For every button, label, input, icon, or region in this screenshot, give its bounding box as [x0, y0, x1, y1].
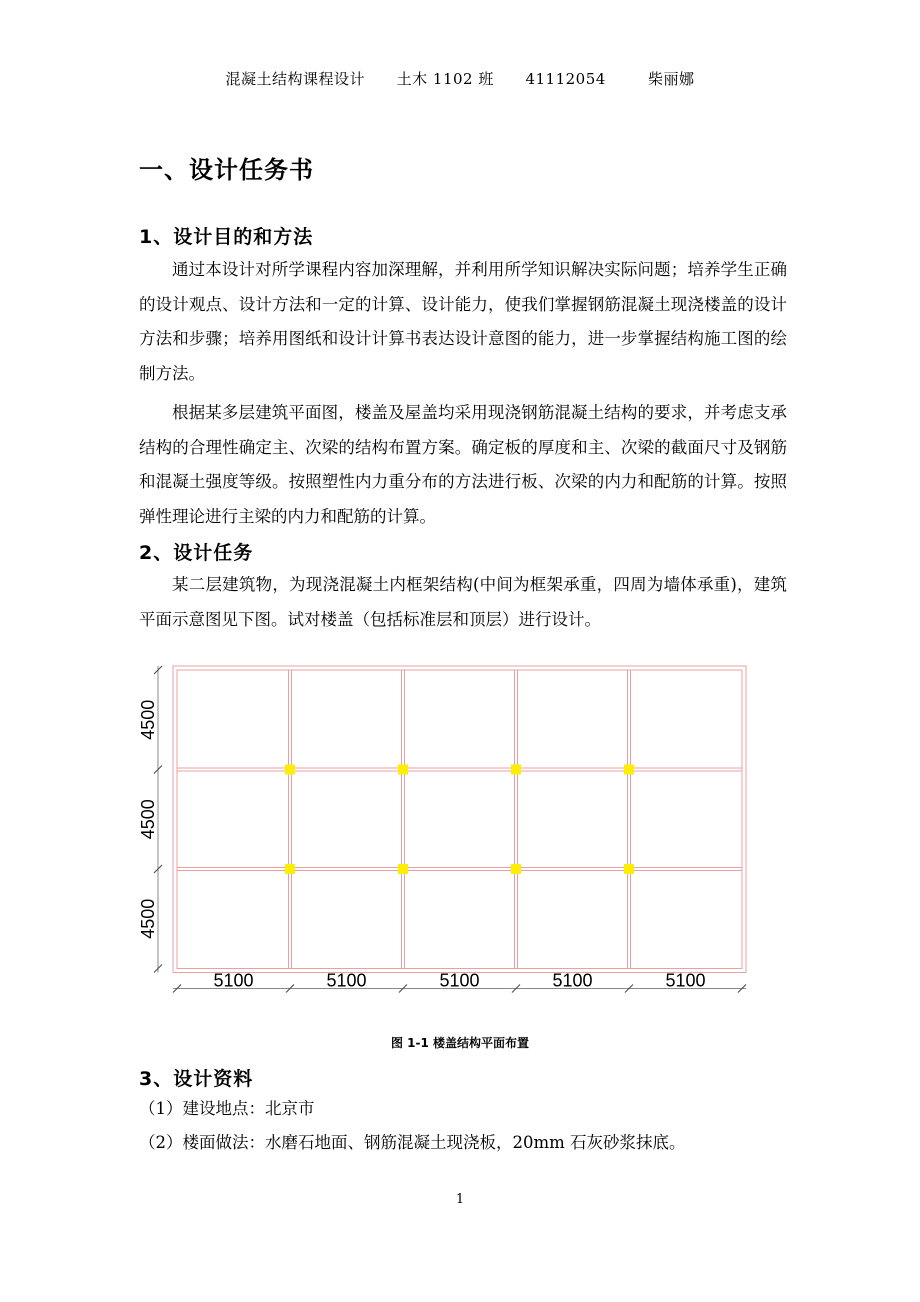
column-marker	[398, 765, 408, 775]
column-marker	[398, 864, 408, 874]
design-data-item-1: （1）建设地点：北京市	[139, 1099, 315, 1118]
inner-wall-line	[177, 670, 742, 969]
column-marker	[511, 864, 521, 874]
column-dimension-label: 5100	[552, 970, 593, 991]
row-dimension-label: 4500	[140, 799, 158, 840]
row-dimension-label: 4500	[140, 898, 158, 939]
section-2-paragraph-1: 某二层建筑物，为现浇混凝土内框架结构(中间为框架承重，四周为墙体承重)，建筑平面示意图见下图。试对楼盖（包括标准层和顶层）进行设计。	[139, 575, 787, 629]
section-heading-3: 3、设计资料	[139, 1068, 254, 1090]
column-marker	[624, 765, 634, 775]
section-1-paragraph-2: 根据某多层建筑平面图，楼盖及屋盖均采用现浇钢筋混凝土结构的要求，并考虑支承结构的合理性确定主、次梁的结构布置方案。确定板的厚度和主、次梁的截面尺寸及钢筋和混凝土强度等级。按照塑性内力重分布的方法进行板、次梁的内力和配筋的计算。按照弹性理论进行主梁的内力和配筋的计算。	[139, 403, 787, 526]
section-1-paragraph-1: 通过本设计对所学课程内容加深理解，并利用所学知识解决实际问题；培养学生正确的设计观点、设计方法和一定的计算、设计能力，使我们掌握钢筋混凝土现浇楼盖的设计方法和步骤；培养用图纸和设计计算书表达设计意图的能力，进一步掌握结构施工图的绘制方法。	[139, 260, 787, 383]
page-title: 一、设计任务书	[139, 156, 314, 184]
figure-caption: 图 1-1 楼盖结构平面布置	[390, 1036, 530, 1050]
column-dimension-label: 5100	[213, 970, 254, 991]
section-heading-2: 2、设计任务	[139, 542, 254, 564]
column-dimension-label: 5100	[665, 970, 706, 991]
column-dimension-label: 5100	[326, 970, 367, 991]
floor-plan-figure	[140, 660, 750, 1004]
column-marker	[285, 765, 295, 775]
column-marker	[624, 864, 634, 874]
page-number: 1	[455, 1192, 465, 1207]
design-data-item-2: （2）楼面做法：水磨石地面、钢筋混凝土现浇板，20mm 石灰砂浆抹底。	[139, 1133, 686, 1152]
page-header: 混凝土结构课程设计 土木 1102 班 41112054 柴丽娜	[225, 70, 695, 88]
column-marker	[285, 864, 295, 874]
column-dimension-label: 5100	[439, 970, 480, 991]
column-marker	[511, 765, 521, 775]
section-heading-1: 1、设计目的和方法	[139, 226, 314, 248]
floor-plan-diagram	[140, 660, 750, 1000]
row-dimension-label: 4500	[140, 699, 158, 740]
outer-wall-line	[173, 666, 746, 973]
